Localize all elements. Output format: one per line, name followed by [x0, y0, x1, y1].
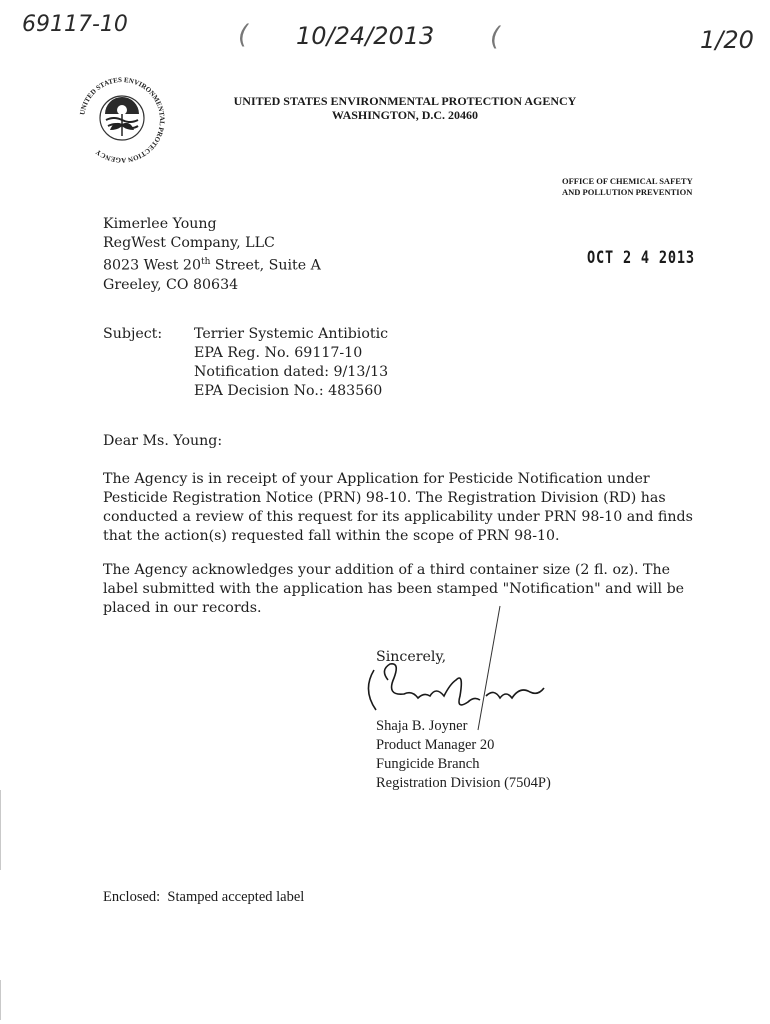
salutation: Dear Ms. Young: — [103, 433, 223, 449]
handwritten-file-number: 69117-10 — [22, 12, 128, 37]
paragraph-1: The Agency is in receipt of your Application for Pesticide Notification under Pesticide Registration Notice (PRN) 98-10. The Registration Division (RD) has conducted a review of this request for its applicability under PRN 98-10 and finds that the action(s) requested fall within the scope of PRN 98-10. — [103, 471, 693, 544]
signatory-title: Product Manager 20 — [376, 737, 495, 753]
signatory-division: Registration Division (7504P) — [376, 775, 551, 791]
subject-product: Terrier Systemic Antibiotic — [194, 326, 389, 342]
subject-decision-no: EPA Decision No.: 483560 — [194, 383, 383, 399]
office-line-2: AND POLLUTION PREVENTION — [562, 187, 693, 197]
recipient-street: 8023 West 20th Street, Suite A — [103, 257, 321, 274]
epa-seal — [72, 70, 172, 170]
signatory-branch: Fungicide Branch — [376, 756, 480, 772]
subject-lines — [194, 325, 388, 401]
enclosure-note: Enclosed: Stamped accepted label — [103, 889, 305, 905]
seal-ring-text: UNITED STATES ENVIRONMENTAL PROTECTION AGENCY — [78, 75, 167, 165]
handwritten-paren-left: ( — [238, 20, 249, 50]
scan-edge-mark — [0, 790, 1, 870]
handwritten-paren-right: ( — [490, 22, 501, 52]
subject-notification-date: Notification dated: 9/13/13 — [194, 364, 389, 380]
subject-reg-no: EPA Reg. No. 69117-10 — [194, 345, 363, 361]
handwritten-page-number: 1/20 — [700, 26, 754, 54]
epa-seal-icon — [72, 70, 172, 170]
recipient-company: RegWest Company, LLC — [103, 235, 275, 251]
subject-label: Subject: — [103, 326, 163, 342]
date-stamp: OCT 2 4 2013 — [587, 248, 695, 268]
office-line-1: OFFICE OF CHEMICAL SAFETY — [562, 176, 693, 186]
closing: Sincerely, — [376, 649, 447, 665]
signatory-block — [376, 717, 551, 793]
scan-edge-mark — [0, 980, 1, 1020]
signatory-name: Shaja B. Joyner — [376, 718, 468, 734]
handwritten-date: 10/24/2013 — [296, 22, 435, 50]
paragraph-2: The Agency acknowledges your addition of a third container size (2 fl. oz). The label submitted with the application has been stamped "Notification" and will be placed in our records. — [103, 562, 685, 616]
recipient-name: Kimerlee Young — [103, 216, 217, 232]
agency-address: WASHINGTON, D.C. 20460 — [331, 108, 479, 122]
office-name — [562, 176, 693, 198]
letterhead — [230, 94, 580, 122]
recipient-address — [103, 215, 321, 295]
agency-name: UNITED STATES ENVIRONMENTAL PROTECTION AGENCY — [233, 94, 577, 108]
recipient-city: Greeley, CO 80634 — [103, 276, 239, 293]
subject-block — [103, 325, 388, 401]
